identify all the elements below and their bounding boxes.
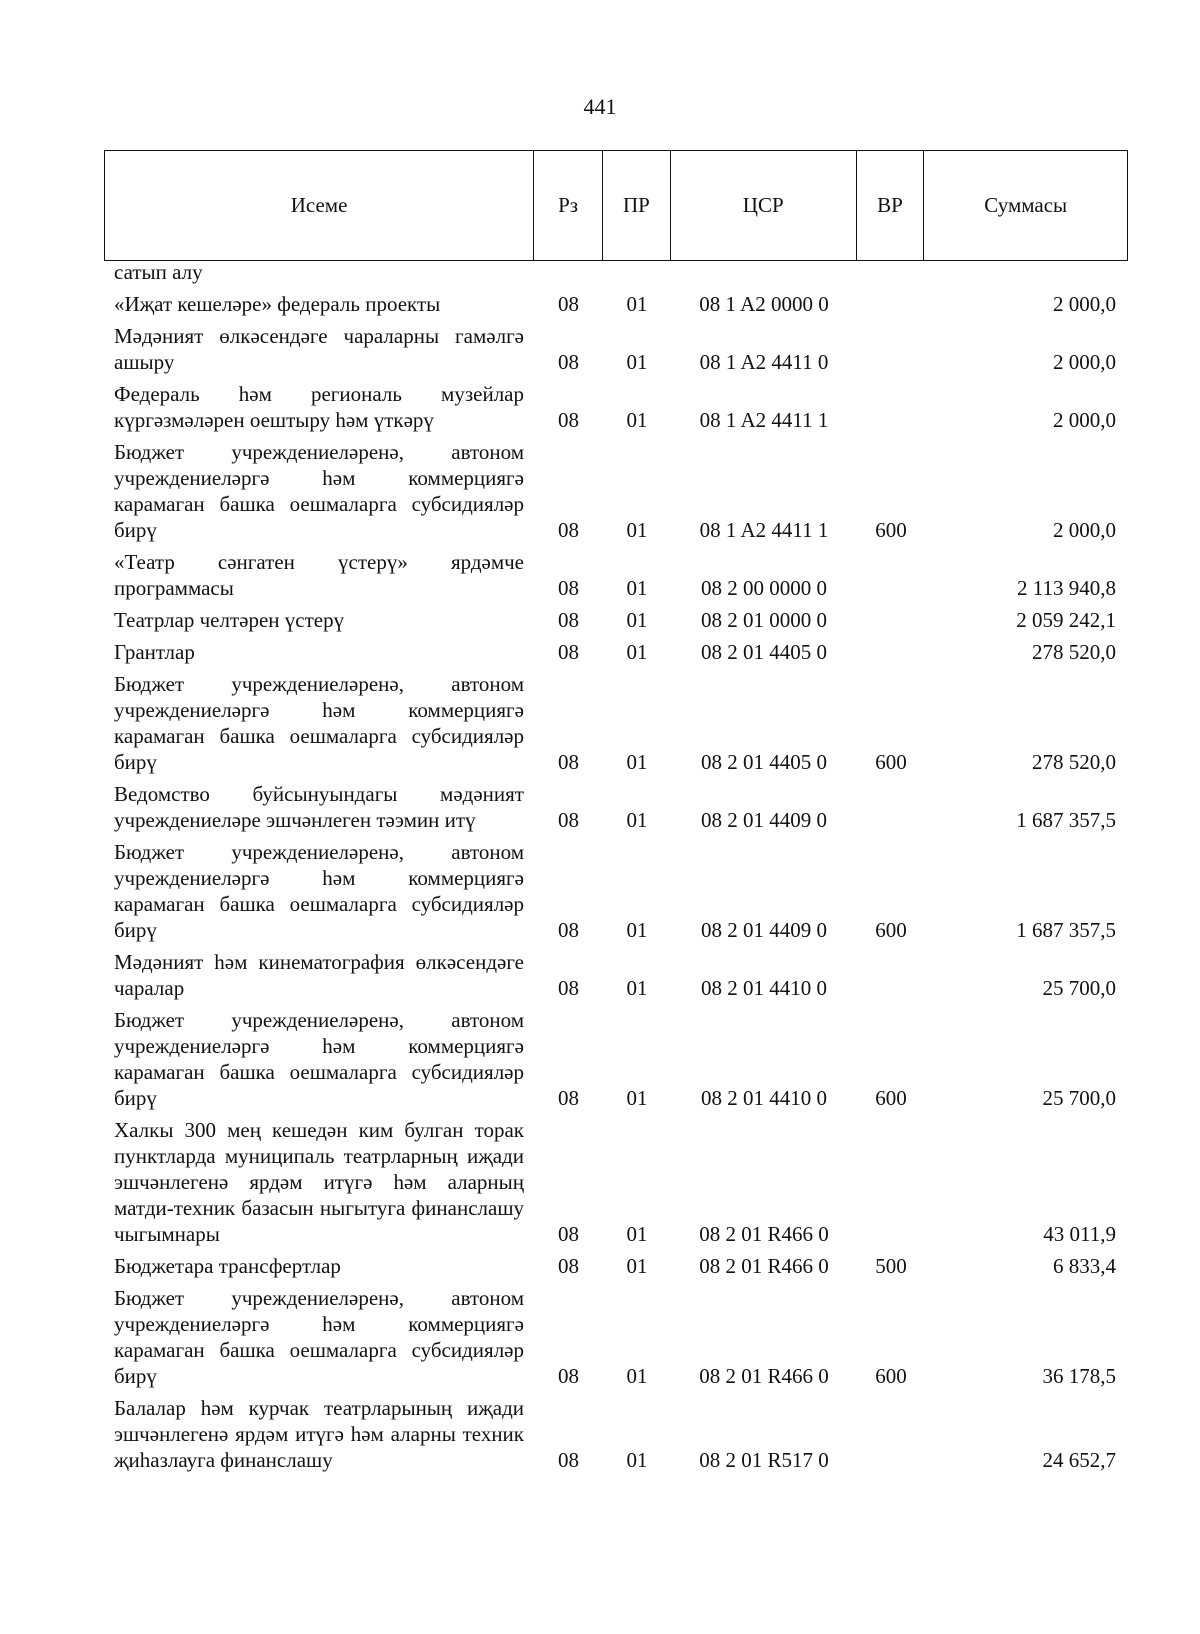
row-sum: 43 011,9	[1043, 1222, 1116, 1246]
header-vr: ВР	[857, 151, 925, 260]
row-csr: 08 1 A2 4411 1	[699, 408, 829, 432]
table-header	[104, 150, 1128, 261]
row-rz: 08	[558, 808, 579, 832]
row-pr: 01	[626, 918, 648, 942]
row-csr: 08 2 01 4405 0	[701, 640, 827, 664]
header-csr: ЦСР	[671, 151, 857, 260]
row-name: «Иҗат кешеләре» федераль проекты	[114, 292, 441, 316]
row-vr: 500	[875, 1254, 907, 1278]
row-sum: 1 687 357,5	[1016, 808, 1116, 832]
row-rz: 08	[558, 750, 579, 774]
row-csr: 08 2 01 R466 0	[699, 1254, 829, 1278]
row-sum: 6 833,4	[1053, 1254, 1116, 1278]
row-pr: 01	[626, 408, 648, 432]
row-csr: 08 2 01 R517 0	[699, 1448, 829, 1472]
row-sum: 24 652,7	[1042, 1448, 1116, 1472]
header-pr: ПР	[603, 151, 671, 260]
row-sum: 1 687 357,5	[1016, 918, 1116, 942]
header-name: Исеме	[105, 151, 534, 260]
row-name: Грантлар	[114, 640, 195, 664]
row-csr: 08 2 01 R466 0	[699, 1222, 829, 1246]
row-sum: 25 700,0	[1042, 976, 1116, 1000]
row-rz: 08	[558, 518, 579, 542]
row-csr: 08 2 00 0000 0	[701, 576, 827, 600]
row-pr: 01	[626, 518, 648, 542]
row-name: Бюджет учреждениеләренә, автоном учреждениеләргә һәм коммерциягә карамаган башка оешмаларга субсидияләр бирү	[114, 840, 524, 942]
header-sum: Суммасы	[984, 193, 1068, 217]
row-name: Бюджетара трансфертлар	[114, 1254, 341, 1278]
row-name: Мәдәният өлкәсендәге чараларны гамәлгә ашыру	[114, 324, 524, 374]
page-number: 441	[583, 94, 617, 119]
row-csr: 08 2 01 4410 0	[701, 976, 827, 1000]
row-pr: 01	[626, 350, 648, 374]
row-rz: 08	[558, 408, 579, 432]
row-vr: 600	[875, 518, 907, 542]
row-sum: 2 000,0	[1053, 350, 1116, 374]
row-pr: 01	[626, 640, 648, 664]
row-csr: 08 2 01 0000 0	[701, 608, 827, 632]
row-pr: 01	[626, 976, 648, 1000]
row-name: Бюджет учреждениеләренә, автоном учреждениеләргә һәм коммерциягә карамаган башка оешмаларга субсидияләр бирү	[114, 1008, 524, 1110]
row-rz: 08	[558, 608, 579, 632]
row-vr: 600	[875, 1086, 907, 1110]
row-csr: 08 2 01 4410 0	[701, 1086, 827, 1110]
row-name: Федераль һәм региональ музейлар күргәзмәләрен оештыру һәм үткәрү	[114, 382, 524, 432]
row-rz: 08	[558, 576, 579, 600]
row-sum: 2 000,0	[1053, 518, 1116, 542]
row-csr: 08 2 01 4409 0	[701, 808, 827, 832]
row-pr: 01	[626, 1364, 648, 1388]
row-name: Бюджет учреждениеләренә, автоном учреждениеләргә һәм коммерциягә карамаган башка оешмаларга субсидияләр бирү	[114, 440, 524, 542]
row-rz: 08	[558, 292, 579, 316]
row-rz: 08	[558, 350, 579, 374]
table-body	[104, 261, 1128, 1479]
row-rz: 08	[558, 1364, 579, 1388]
row-csr: 08 1 A2 0000 0	[699, 292, 829, 316]
row-name: Бюджет учреждениеләренә, автоном учреждениеләргә һәм коммерциягә карамаган башка оешмаларга субсидияләр бирү	[114, 672, 524, 774]
row-sum: 36 178,5	[1042, 1364, 1116, 1388]
row-csr: 08 1 A2 4411 1	[699, 518, 829, 542]
row-name: сатып алу	[114, 260, 203, 284]
row-csr: 08 2 01 R466 0	[699, 1364, 829, 1388]
row-pr: 01	[626, 608, 648, 632]
row-pr: 01	[626, 750, 648, 774]
row-sum: 2 059 242,1	[1016, 608, 1116, 632]
header-rz: Рз	[534, 151, 603, 260]
row-name: Ведомство буйсынуындагы мәдәният учреждениеләре эшчәнлеген тәэмин итү	[114, 782, 524, 832]
row-name: Мәдәният һәм кинематография өлкәсендәге чаралар	[114, 950, 524, 1000]
row-name: Театрлар челтәрен үстерү	[114, 608, 345, 632]
row-rz: 08	[558, 1254, 579, 1278]
row-vr: 600	[875, 918, 907, 942]
row-rz: 08	[558, 1222, 579, 1246]
row-pr: 01	[626, 1254, 648, 1278]
row-rz: 08	[558, 640, 579, 664]
row-sum: 2 000,0	[1053, 408, 1116, 432]
row-vr: 600	[875, 1364, 907, 1388]
row-rz: 08	[558, 1086, 579, 1110]
row-pr: 01	[626, 1086, 648, 1110]
row-pr: 01	[626, 1448, 648, 1472]
row-sum: 278 520,0	[1032, 640, 1116, 664]
row-csr: 08 1 A2 4411 0	[699, 350, 829, 374]
row-sum: 278 520,0	[1032, 750, 1116, 774]
row-pr: 01	[626, 1222, 648, 1246]
row-name: Балалар һәм курчак театрларының иҗади эшчәнлегенә ярдәм итүгә һәм аларны техник җиһазлауга финанслашу	[114, 1396, 524, 1472]
row-name: «Театр сәнгатен үстерү» ярдәмче программасы	[114, 550, 524, 600]
row-csr: 08 2 01 4405 0	[701, 750, 827, 774]
row-name: Бюджет учреждениеләренә, автоном учреждениеләргә һәм коммерциягә карамаган башка оешмаларга субсидияләр бирү	[114, 1286, 524, 1388]
row-sum: 2 113 940,8	[1017, 576, 1116, 600]
row-vr: 600	[875, 750, 907, 774]
row-pr: 01	[626, 808, 648, 832]
row-sum: 25 700,0	[1042, 1086, 1116, 1110]
row-name: Халкы 300 мең кешедән ким булган торак пунктларда муниципаль театрларның иҗади эшчәнлегенә ярдәм итүгә һәм аларның матди-техник базасын ныгытуга финанслашу чыгымнары	[114, 1118, 524, 1246]
budget-table	[104, 150, 1128, 1479]
row-csr: 08 2 01 4409 0	[701, 918, 827, 942]
row-rz: 08	[558, 1448, 579, 1472]
row-sum: 2 000,0	[1053, 292, 1116, 316]
row-pr: 01	[626, 292, 648, 316]
row-pr: 01	[626, 576, 648, 600]
row-rz: 08	[558, 918, 579, 942]
row-rz: 08	[558, 976, 579, 1000]
